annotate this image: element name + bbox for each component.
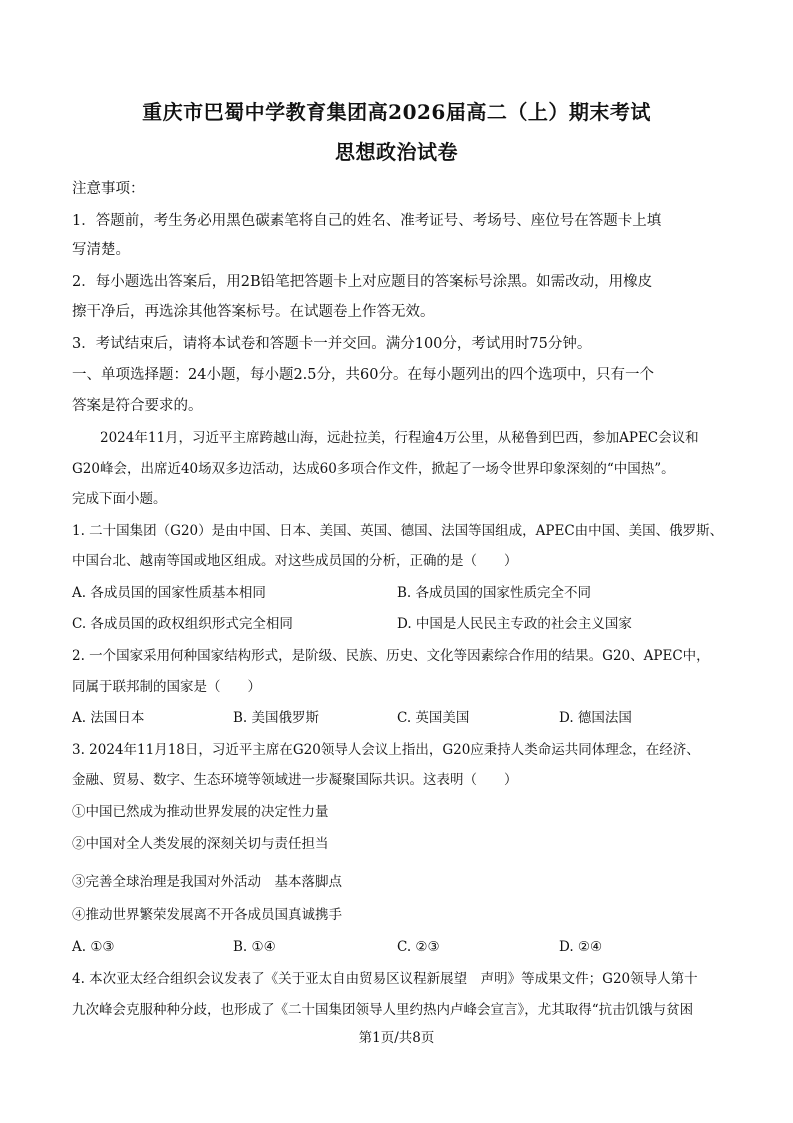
notice-item-1-line-2: 写清楚。: [72, 242, 130, 258]
notice-item-3: 3．考试结束后，请将本试卷和答题卡一并交回。满分100分，考试用时75分钟。: [72, 336, 592, 352]
question-4-line-1: 4. 本次亚太经合组织会议发表了《关于亚太自由贸易区议程新展望 声明》等成果文件；G20领导人第十: [72, 971, 698, 987]
question-3-statement-4: ④推动世界繁荣发展离不开各成员国真诚携手: [72, 907, 342, 923]
question-2-option-a: A. 法国日本: [72, 710, 145, 726]
exam-subject: 思想政治试卷: [335, 140, 458, 164]
question-3-option-d: D. ②④: [559, 939, 603, 955]
question-1-line-2: 中国台北、越南等国或地区组成。对这些成员国的分析，正确的是（ ）: [72, 553, 518, 569]
material-line-2: G20峰会，出席近40场双多边活动，达成60多项合作文件，掀起了一场令世界印象深刻的“中国热”。: [72, 461, 675, 477]
question-2-option-d: D. 德国法国: [559, 710, 632, 726]
question-3-option-a: A. ①③: [72, 939, 115, 955]
question-3-option-c: C. ②③: [397, 939, 440, 955]
page-number: 第1页/共8页: [358, 1030, 435, 1046]
notice-item-1-line-1: 1．答题前，考生务必用黑色碳素笔将自己的姓名、准考证号、考场号、座位号在答题卡上填: [72, 213, 662, 229]
question-1-option-c: C. 各成员国的政权组织形式完全相同: [72, 616, 293, 632]
question-1-option-d: D. 中国是人民民主专政的社会主义国家: [397, 616, 632, 632]
question-4-line-2: 九次峰会克服种种分歧，也形成了《二十国集团领导人里约热内卢峰会宣言》，尤其取得“抗击饥饿与贫困: [72, 1002, 694, 1018]
exam-title: 重庆市巴蜀中学教育集团高2026届高二（上）期末考试: [142, 100, 651, 124]
question-2-line-1: 2. 一个国家采用何种国家结构形式，是阶级、民族、历史、文化等因素综合作用的结果。G20、APEC中，: [72, 648, 710, 664]
question-3-statement-2: ②中国对全人类发展的深刻关切与责任担当: [72, 836, 329, 852]
notice-item-2-line-1: 2．每小题选出答案后，用2B铅笔把答题卡上对应题目的答案标号涂黑。如需改动，用橡皮: [72, 274, 653, 290]
question-3-statement-1: ①中国已然成为推动世界发展的决定性力量: [72, 804, 329, 820]
material-line-3: 完成下面小题。: [72, 491, 167, 507]
question-1-option-a: A. 各成员国的国家性质基本相同: [72, 585, 266, 601]
material-line-1: 2024年11月，习近平主席跨越山海，远赴拉美，行程逾4万公里，从秘鲁到巴西，参加APEC会议和: [100, 430, 699, 446]
section-instructions-line-2: 答案是符合要求的。: [72, 398, 203, 414]
question-1-line-1: 1. 二十国集团（G20）是由中国、日本、美国、英国、德国、法国等国组成，APEC由中国、美国、俄罗斯、: [72, 523, 724, 539]
question-2-line-2: 同属于联邦制的国家是（ ）: [72, 679, 261, 695]
question-2-option-c: C. 英国美国: [397, 710, 470, 726]
notice-item-2-line-2: 擦干净后，再选涂其他答案标号。在试题卷上作答无效。: [72, 304, 435, 320]
question-3-line-2: 金融、贸易、数字、生态环境等领域进一步凝聚国际共识。这表明（ ）: [72, 772, 518, 788]
question-3-option-b: B. ①④: [233, 939, 276, 955]
question-3-statement-3: ③完善全球治理是我国对外活动 基本落脚点: [72, 874, 342, 890]
notice-heading: 注意事项：: [72, 181, 145, 197]
question-3-line-1: 3. 2024年11月18日，习近平主席在G20领导人会议上指出，G20应秉持人类命运共同体理念，在经济、: [72, 742, 700, 758]
question-1-option-b: B. 各成员国的国家性质完全不同: [397, 585, 592, 601]
question-2-option-b: B. 美国俄罗斯: [233, 710, 320, 726]
section-instructions-line-1: 一、单项选择题：24小题，每小题2.5分，共60分。在每小题列出的四个选项中，只有一个: [72, 367, 654, 383]
